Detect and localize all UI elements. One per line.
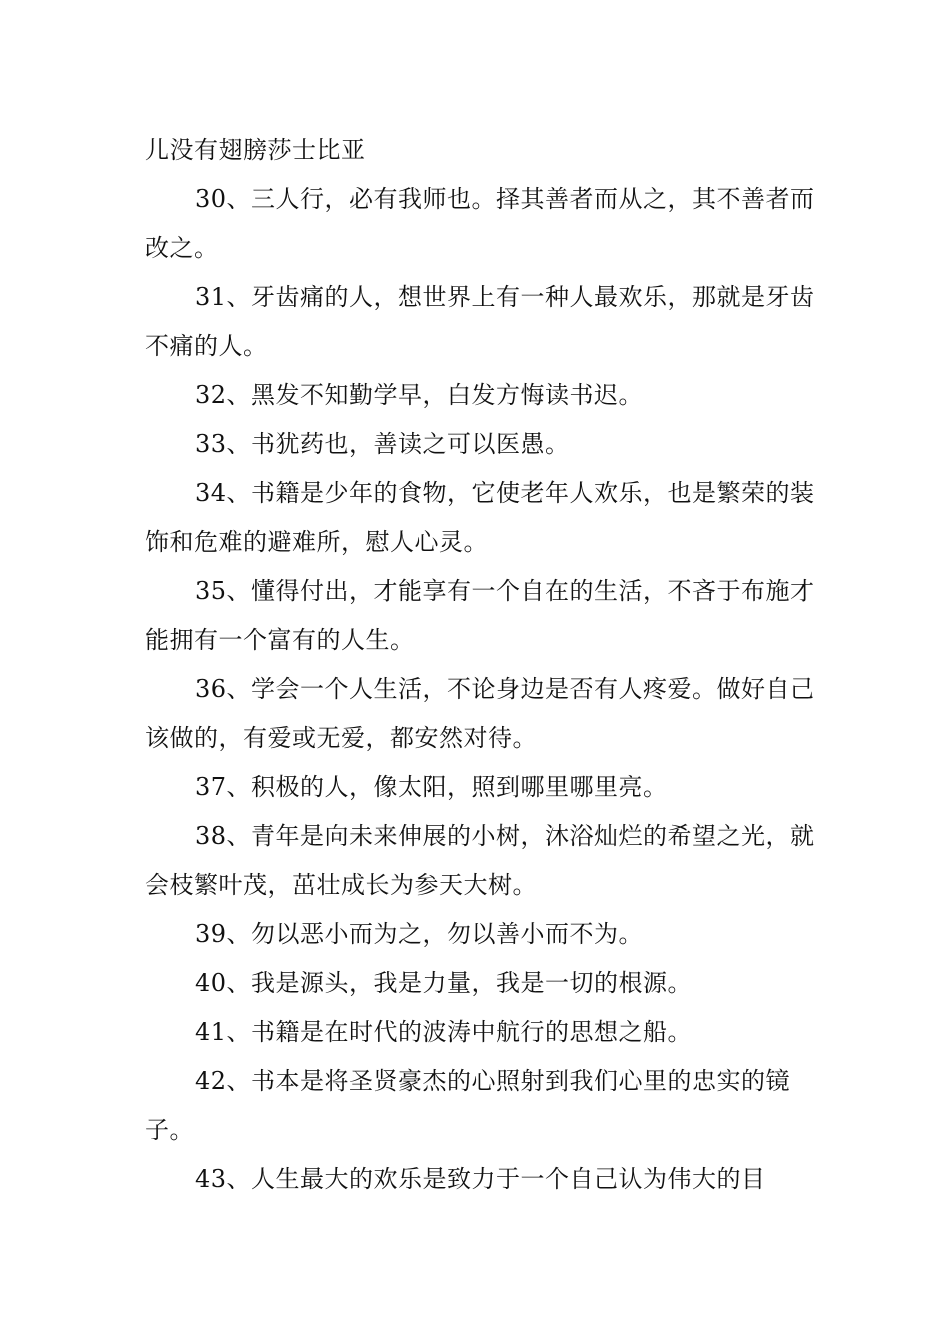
paragraph-42: 42、书本是将圣贤豪杰的心照射到我们心里的忠实的镜子。	[145, 1067, 791, 1144]
paragraph-43: 43、人生最大的欢乐是致力于一个自己认为伟大的目	[195, 1165, 766, 1193]
paragraph-41: 41、书籍是在时代的波涛中航行的思想之船。	[195, 1018, 693, 1046]
paragraph-36: 36、学会一个人生活，不论身边是否有人疼爱。做好自己该做的，有爱或无爱，都安然对待。	[145, 675, 815, 752]
paragraph-34: 34、书籍是少年的食物，它使老年人欢乐，也是繁荣的装饰和危难的避难所，慰人心灵。	[145, 479, 815, 556]
paragraph-31: 31、牙齿痛的人，想世界上有一种人最欢乐，那就是牙齿不痛的人。	[145, 283, 815, 360]
paragraph-33: 33、书犹药也，善读之可以医愚。	[195, 430, 570, 458]
paragraph-continuation: 儿没有翅膀莎士比亚	[145, 136, 366, 164]
paragraph-38: 38、青年是向未来伸展的小树，沐浴灿烂的希望之光，就会枝繁叶茂，茁壮成长为参天大树。	[145, 822, 815, 899]
paragraph-39: 39、勿以恶小而为之，勿以善小而不为。	[195, 920, 644, 948]
paragraph-30: 30、三人行，必有我师也。择其善者而从之，其不善者而改之。	[145, 185, 815, 262]
document-body	[145, 126, 820, 1204]
paragraph-37: 37、积极的人，像太阳，照到哪里哪里亮。	[195, 773, 668, 801]
paragraph-35: 35、懂得付出，才能享有一个自在的生活，不吝于布施才能拥有一个富有的人生。	[145, 577, 815, 654]
paragraph-32: 32、黑发不知勤学早，白发方悔读书迟。	[195, 381, 644, 409]
paragraph-40: 40、我是源头，我是力量，我是一切的根源。	[195, 969, 693, 997]
